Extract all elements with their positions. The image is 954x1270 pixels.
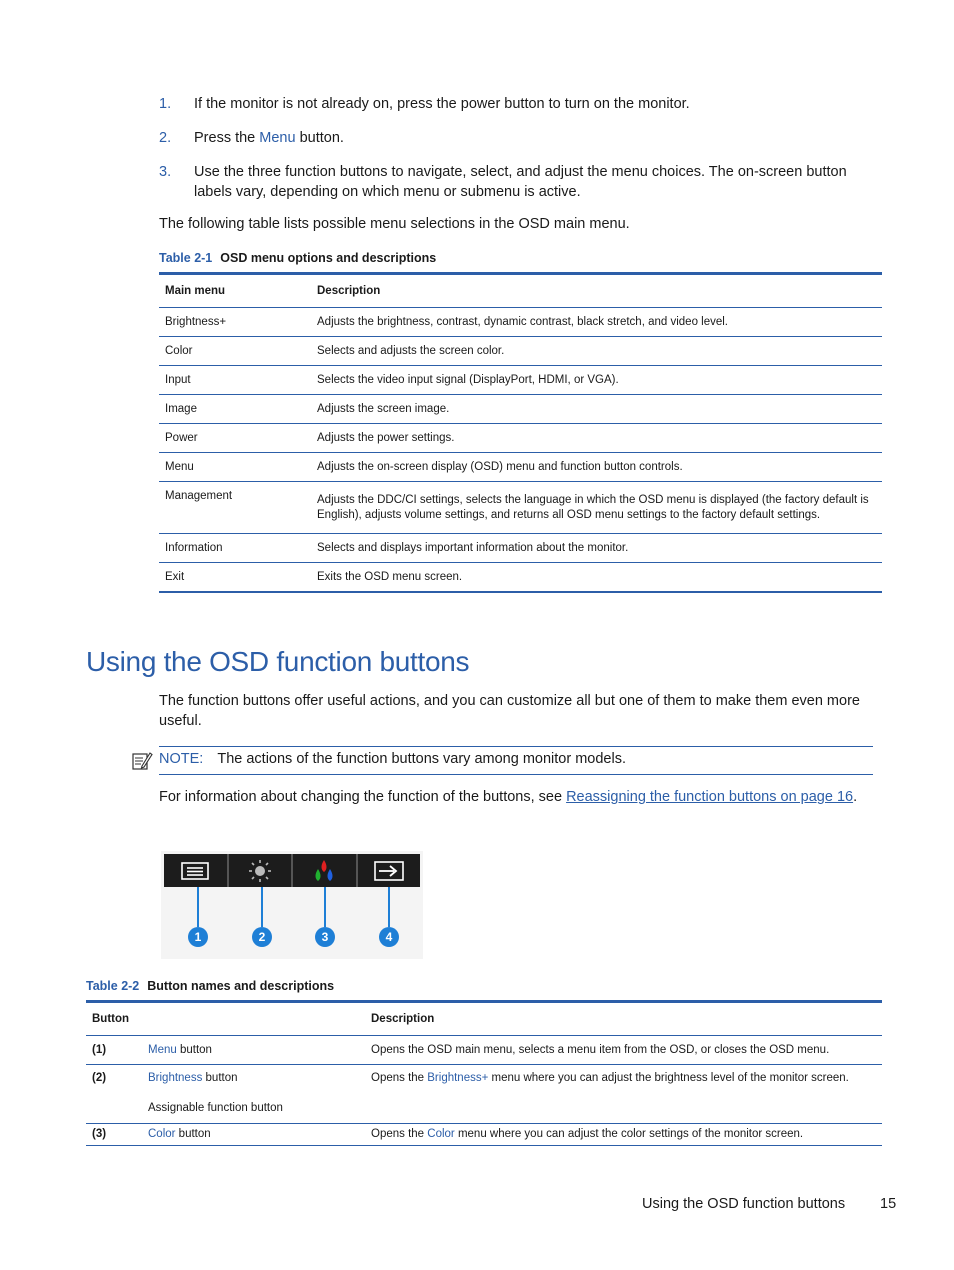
page-number: 15 [880,1196,897,1212]
step-text-pre: Press the [194,130,260,146]
cell-menu: Information [159,534,311,563]
table-row [159,366,882,395]
cell-description: Selects and displays important information about the monitor. [311,534,882,563]
callout-line [197,887,199,927]
table-row [159,424,882,453]
cell-description: Adjusts the power settings. [311,424,882,453]
reassigning-link[interactable]: Reassigning the function buttons on page 16 [566,789,854,805]
instruction-steps [159,94,879,216]
input-icon [358,854,421,887]
desc-pre: Opens the [371,1072,428,1084]
brightness-icon [229,854,294,887]
step-text: Use the three function buttons to navigate, select, and adjust the menu choices. The on-screen button labels vary, depending on which menu or submenu is active. [194,164,847,200]
cell-number: (1) [86,1036,142,1065]
desc-post: menu where you can adjust the color settings of the monitor screen. [454,1128,804,1140]
cell-description: Selects and adjusts the screen color. [311,337,882,366]
cell-button-name [142,1124,365,1146]
table-row [159,453,882,482]
cell-number: (3) [86,1124,142,1146]
cell-description: Adjusts the on-screen display (OSD) menu and function button controls. [311,453,882,482]
cell-button-name [142,1065,365,1124]
cell-description: Adjusts the screen image. [311,395,882,424]
info-paragraph [159,787,884,807]
table-header-row [86,1003,882,1036]
desc-pre: Opens the [371,1128,428,1140]
table-row [86,1065,882,1124]
note-text: The actions of the function buttons vary among monitor models. [217,751,626,767]
table-row [159,563,882,593]
callout-line [324,887,326,927]
note-content [159,749,626,769]
osd-buttons-illustration [161,851,423,959]
button-name-link[interactable]: Color [148,1128,176,1140]
column-header: Button [86,1003,365,1036]
button-name-link[interactable]: Brightness [148,1072,203,1084]
cell-menu: Management [159,482,311,534]
section-body: The function buttons offer useful actions, and you can customize all but one of them to make them even more useful. [159,693,860,729]
callout-3: 3 [315,927,335,947]
table2-title: Button names and descriptions [147,979,335,993]
table-row [86,1036,882,1065]
table-row [159,534,882,563]
cell-button-name [142,1036,365,1065]
menu-icon [164,854,229,887]
note-label: NOTE: [159,751,204,767]
table-row [159,482,882,534]
brightness-menu-link[interactable]: Brightness+ [427,1072,489,1084]
desc-post: menu where you can adjust the brightness level of the monitor screen. [488,1072,849,1084]
table2-label: Table 2-2 [86,979,140,993]
footer-title: Using the OSD function buttons [642,1196,846,1212]
table2 [86,1000,882,1146]
step-2 [159,128,879,148]
osd-button-bar [164,854,420,887]
button-name-link[interactable]: Menu [148,1043,177,1056]
cell-number: (2) [86,1065,142,1124]
table-row [159,308,882,337]
cell-menu: Exit [159,563,311,593]
button-name-suffix: button [175,1128,211,1140]
menu-link[interactable]: Menu [259,130,296,146]
step-number: 2. [159,130,172,146]
step-number: 1. [159,96,172,112]
cell-description: Adjusts the DDC/CI settings, selects the language in which the OSD menu is displayed (the factory default is English), adjusts volume settings, and returns all OSD menu settings to the factory default settings. [311,482,882,534]
color-menu-link[interactable]: Color [427,1128,455,1140]
step-number: 3. [159,164,172,180]
cell-description: Opens the OSD main menu, selects a menu item from the OSD, or closes the OSD menu. [365,1036,882,1065]
column-header: Description [365,1003,882,1036]
table-row [159,395,882,424]
cell-menu: Brightness+ [159,308,311,337]
table1-title: OSD menu options and descriptions [220,251,437,265]
color-icon [293,854,358,887]
step-text-post: button. [295,130,344,146]
cell-menu: Color [159,337,311,366]
info-text: For information about changing the function of the buttons, see [159,789,567,805]
callout-line [388,887,390,927]
step-1 [159,94,879,114]
button-name-suffix: button [202,1072,238,1084]
table2-caption [86,979,334,993]
table-header-row [159,275,882,308]
assignable-note: Assignable function button [148,1102,283,1114]
table1-caption [159,251,436,265]
button-name-suffix: button [176,1043,212,1056]
cell-description [365,1124,882,1146]
callout-1: 1 [188,927,208,947]
cell-menu: Image [159,395,311,424]
cell-description: Selects the video input signal (DisplayPort, HDMI, or VGA). [311,366,882,395]
section-heading: Using the OSD function buttons [86,646,470,677]
cell-description: Exits the OSD menu screen. [311,563,882,593]
column-header: Main menu [159,275,311,308]
cell-description: Adjusts the brightness, contrast, dynamic contrast, black stretch, and video level. [311,308,882,337]
column-header: Description [311,275,882,308]
table1-label: Table 2-1 [159,251,213,265]
table-row [86,1124,882,1146]
note-icon [131,750,153,772]
table1 [159,272,882,593]
cell-menu: Menu [159,453,311,482]
step-3 [159,162,879,202]
info-post: . [853,789,858,805]
table-row [159,337,882,366]
intro-paragraph: The following table lists possible menu selections in the OSD main menu. [159,216,630,232]
cell-menu: Power [159,424,311,453]
callout-2: 2 [252,927,272,947]
step-text: If the monitor is not already on, press the power button to turn on the monitor. [194,96,690,112]
callout-line [261,887,263,927]
cell-menu: Input [159,366,311,395]
callout-4: 4 [379,927,399,947]
cell-description [365,1065,882,1124]
